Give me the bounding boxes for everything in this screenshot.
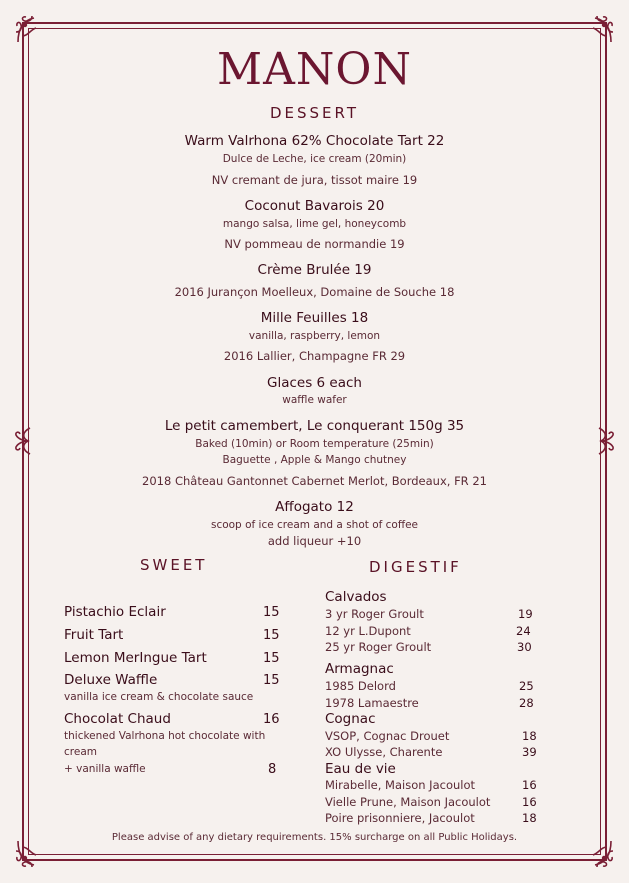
dessert-wine-pairing: 2016 Jurançon Moelleux, Domaine de Souche 18: [174, 285, 455, 299]
corner-ornament-top-left: [12, 12, 46, 46]
digestif-item-price: 24: [516, 624, 531, 638]
dessert-item-desc: vanilla, raspberry, lemon: [248, 330, 381, 342]
footer-note: Please advise of any dietary requirements. 15% surcharge on all Public Holidays.: [111, 832, 518, 843]
dessert-item-desc: scoop of ice cream and a shot of coffee: [210, 519, 419, 531]
digestif-item-name: Vielle Prune, Maison Jacoulot: [325, 795, 491, 809]
dessert-heading: DESSERT: [269, 104, 360, 122]
dessert-wine-pairing: NV cremant de jura, tissot maire 19: [211, 173, 418, 187]
digestif-item-name: XO Ulysse, Charente: [325, 745, 443, 759]
digestif-item-name: Poire prisonniere, Jacoulot: [325, 811, 475, 825]
sweet-item-price: 15: [263, 651, 280, 666]
digestif-item-price: 16: [522, 778, 537, 792]
digestif-item-name: 1985 Delord: [325, 679, 396, 693]
corner-ornament-top-right: [583, 12, 617, 46]
dessert-item-title: Le petit camembert, Le conquerant 150g 35: [164, 418, 465, 434]
digestif-group-name: Armagnac: [325, 661, 394, 677]
sweet-item-name: Deluxe Waffle: [64, 672, 158, 688]
digestif-item-name: 1978 Lamaestre: [325, 696, 419, 710]
dessert-item-title: Mille Feuilles 18: [260, 310, 369, 326]
dessert-item-title: Affogato 12: [275, 499, 354, 515]
digestif-item-name: 12 yr L.Dupont: [325, 624, 411, 638]
dessert-item-desc: Dulce de Leche, ice cream (20min): [222, 153, 407, 165]
dessert-wine-pairing: 2016 Lallier, Champagne FR 29: [223, 349, 406, 363]
digestif-group-name: Cognac: [325, 711, 376, 727]
sweet-item-price: 15: [263, 628, 280, 643]
sweet-item-name: Fruit Tart: [64, 627, 124, 643]
dessert-item-desc: waffle wafer: [282, 394, 347, 406]
sweet-item-name: Lemon MerIngue Tart: [64, 650, 207, 666]
dessert-item-desc: Baguette , Apple & Mango chutney: [222, 454, 407, 466]
digestif-item-name: 3 yr Roger Groult: [325, 607, 424, 621]
sweet-item-desc: cream: [64, 746, 97, 758]
dessert-wine-pairing: NV pommeau de normandie 19: [224, 237, 405, 251]
sweet-item-price: 16: [263, 712, 280, 727]
digestif-group-name: Calvados: [325, 589, 387, 605]
dessert-item-addon: add liqueur +10: [267, 534, 362, 548]
sweet-item-price: 15: [263, 673, 280, 688]
digestif-item-price: 25: [519, 679, 534, 693]
digestif-item-name: VSOP, Cognac Drouet: [325, 729, 450, 743]
dessert-wine-pairing: 2018 Château Gantonnet Cabernet Merlot, Bordeaux, FR 21: [142, 474, 487, 488]
digestif-item-name: Mirabelle, Maison Jacoulot: [325, 778, 476, 792]
digestif-item-price: 16: [522, 795, 537, 809]
sweet-item-price: 15: [263, 605, 280, 620]
sweet-item-desc: vanilla ice cream & chocolate sauce: [64, 691, 254, 703]
dessert-item-title: Warm Valrhona 62% Chocolate Tart 22: [184, 133, 445, 149]
sweet-item-name: Pistachio Eclair: [64, 604, 166, 620]
digestif-item-price: 30: [517, 640, 532, 654]
sweet-item-name: Chocolat Chaud: [64, 711, 171, 727]
digestif-heading: DIGESTIF: [369, 558, 462, 576]
dessert-item-desc: mango salsa, lime gel, honeycomb: [222, 218, 407, 230]
sweet-item-addon-price: 8: [268, 762, 277, 777]
digestif-item-price: 19: [518, 607, 533, 621]
digestif-item-price: 18: [522, 729, 537, 743]
sweet-item-addon: + vanilla waffle: [64, 763, 146, 775]
digestif-item-price: 18: [522, 811, 537, 825]
dessert-item-title: Coconut Bavarois 20: [244, 198, 385, 214]
digestif-item-name: 25 yr Roger Groult: [325, 640, 432, 654]
dessert-item-title: Glaces 6 each: [267, 375, 362, 391]
digestif-item-price: 28: [519, 696, 534, 710]
brand-logo: MANON: [217, 44, 412, 95]
dessert-item-desc: Baked (10min) or Room temperature (25min): [195, 438, 434, 450]
digestif-item-price: 39: [522, 745, 537, 759]
digestif-group-name: Eau de vie: [325, 761, 396, 777]
sweet-heading: SWEET: [140, 556, 208, 574]
dessert-item-title: Crème Brulée 19: [257, 262, 372, 278]
sweet-item-desc: thickened Valrhona hot chocolate with: [64, 730, 266, 742]
